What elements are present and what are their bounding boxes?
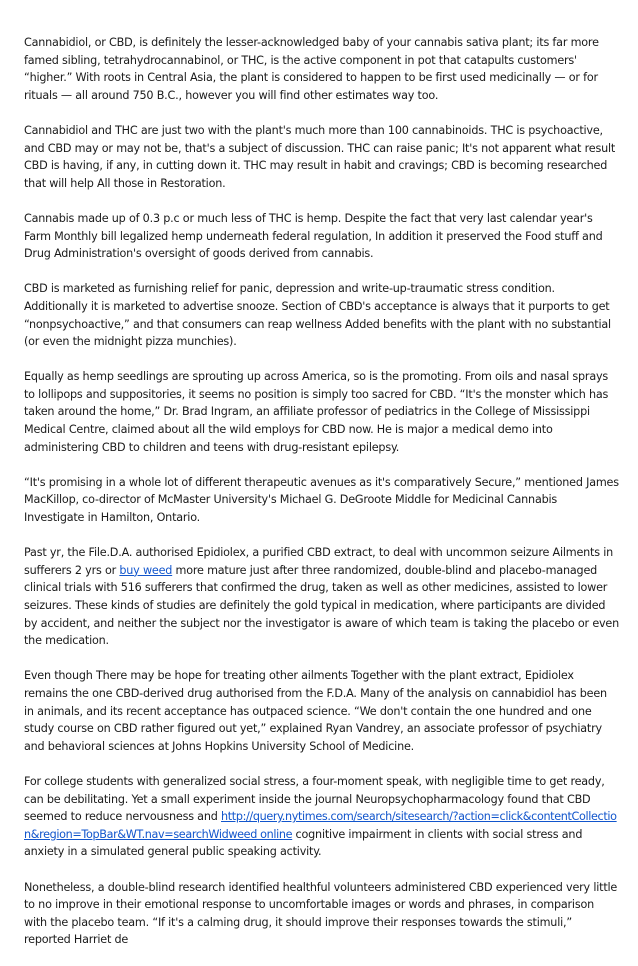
paragraph-cannabinoids: Cannabidiol and THC are just two with the plant's much more than 100 cannabinoids. THC is psychoactive, and CBD may or may not be, that's a subject of discussion. THC can raise panic; It's not apparent what result CBD is having, if any, in cutting down it. THC may result in habit and cravings; CBD is becoming researched that will help All those in Restoration.	[24, 123, 616, 190]
paragraph-text: Past yr, the File.D.A. authorised Epidiolex, a purified CBD extract, to deal with uncommon seizure Ailments in sufferers 2 yrs or	[24, 546, 614, 577]
paragraph-text: cognitive impairment in clients with social stress and anxiety in a simulated general public speaking activity.	[24, 827, 583, 859]
paragraph-hemp-definition: Cannabis made up of 0.3 p.c or much less of THC is hemp. Despite the fact that very last calendar year's Farm Monthly bill legalized hemp underneath federal regulation, In addition it preserved the Food stuff and Drug Administration's oversight of goods derived from cannabis.	[24, 211, 603, 261]
article-body	[24, 34, 620, 966]
buy-weed-link[interactable]: buy weed	[119, 563, 173, 577]
paragraph-epidiolex	[24, 544, 620, 650]
paragraph-cbd-intro: Cannabidiol, or CBD, is definitely the lesser-acknowledged baby of your cannabis sativa plant; its far more famed sibling, tetrahydrocannabinol, or THC, is the active component in pot that catapults customers' “higher.” With roots in Central Asia, the plant is considered to happen to be first used medicinally — or for rituals — all around 750 B.C., however you will find other estimates way too.	[24, 36, 599, 102]
paragraph-double-blind: Nonetheless, a double-blind research identified healthful volunteers administered CBD experienced very little to no improve in their emotional response to uncomfortable images or words and phrases, in comparison with the placebo team. “If it's a calming drug, it should improve their responses towards the stimuli,” reported Harriet de	[24, 880, 618, 947]
paragraph-text: For college students with generalized social stress, a four-moment speak, with negligible time to get ready, can be debilitating. Yet a small experiment inside the journal Neuropsychopharmacology found that CBD seemed to reduce nervousness and	[24, 774, 605, 824]
paragraph-promotion: Equally as hemp seedlings are sprouting up across America, so is the promoting. From oils and nasal sprays to lollipops and suppositories, it seems no position is simply too sacred for CBD. “It's the monster which has taken around the home,” Dr. Brad Ingram, an affiliate professor of pediatrics in the College of Mississippi Medical Centre, claimed about all the wild employs for CBD now. He is major a medical demo into administering CBD to children and teens with drug-resistant epilepsy.	[24, 370, 609, 454]
search-url-link[interactable]: http://query.nytimes.com/search/sitesearch/?action=click&contentCollection&region=TopBar&WT.nav=searchWidweed online	[24, 810, 617, 841]
paragraph-text: more mature just after three randomized, double-blind and placebo-managed clinical trials with 516 sufferers that confirmed the drug, taken as well as other medicines, assisted to lower seizures. These kinds of studies are definitely the gold typical in medication, where participants are divided by accident, and neither the subject nor the investigator is aware of which team is taking the placebo or even the medication.	[24, 563, 619, 648]
paragraph-social-stress	[24, 773, 620, 861]
paragraph-quote-mackillop: “It's promising in a whole lot of different therapeutic avenues as it's comparatively Secure,” mentioned James MacKillop, co-director of McMaster University's Michael G. DeGroote Middle for Medicinal Cannabis Investigate in Hamilton, Ontario.	[24, 475, 619, 525]
paragraph-cbd-marketing: CBD is marketed as furnishing relief for panic, depression and write-up-traumatic stress condition. Additionally it is marketed to advertise snooze. Section of CBD's acceptance is always that it purports to get “nonpsychoactive,” and that consumers can reap wellness Added benefits with the plant with no substantial (or even the midnight pizza munchies).	[24, 282, 611, 349]
paragraph-research-hope: Even though There may be hope for treating other ailments Together with the plant extract, Epidiolex remains the one CBD-derived drug authorised from the F.D.A. Many of the analysis on cannabidiol has been in animals, and its recent acceptance has outpaced science. “We don't contain the one hundred and one study course on CBD rather figured out yet,” explained Ryan Vandrey, an associate professor of psychiatry and behavioral sciences at Johns Hopkins University School of Medicine.	[24, 669, 607, 753]
